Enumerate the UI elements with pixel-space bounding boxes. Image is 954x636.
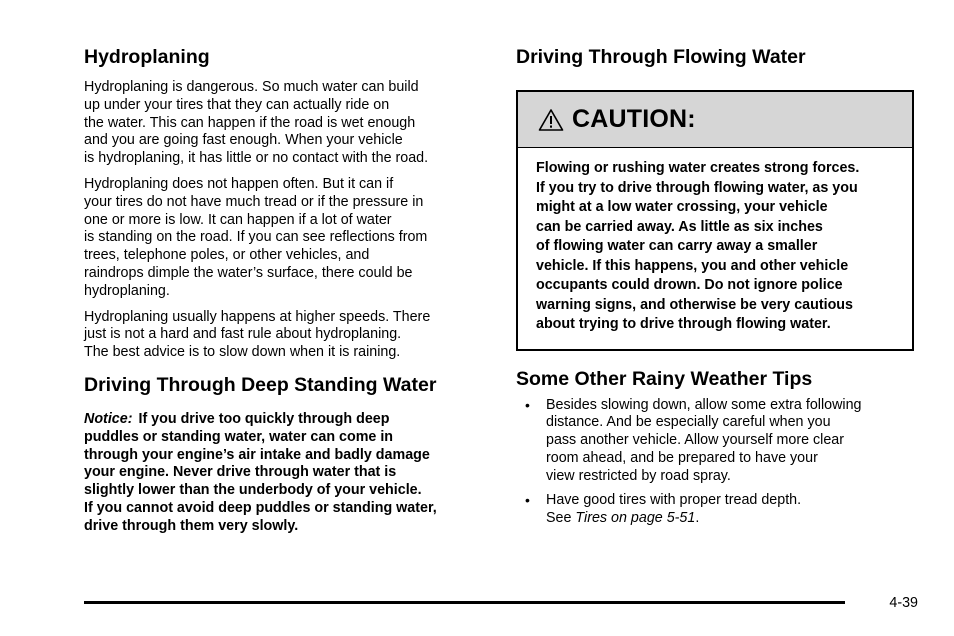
bullet-icon: • xyxy=(525,396,530,413)
bullet-icon: • xyxy=(525,492,530,509)
left-column xyxy=(84,44,489,536)
notice-label: Notice: xyxy=(84,410,133,427)
deep-water-heading: Driving Through Deep Standing Water xyxy=(84,373,437,396)
right-column xyxy=(516,44,918,535)
rainy-tips-list xyxy=(516,397,918,529)
hydroplaning-body xyxy=(84,79,489,362)
caution-title: CAUTION: xyxy=(572,105,696,133)
hydroplaning-paragraph-3: Hydroplaning usually happens at higher speeds. There just is not a hard and fast rule about hydroplaning. The best advice is to slow down when it is raining. xyxy=(84,308,431,361)
list-item: • Besides slowing down, allow some extra following distance. And be especially careful when you pass another vehicle. Allow yourself more clear room ahead, and be prepared to have your view restricted by road spray. xyxy=(525,396,862,484)
hydroplaning-paragraph-1: Hydroplaning is dangerous. So much water can build up under your tires that they can actually ride on the water. This can happen if the road is wet enough and you are going fast enough. When your vehicle is hydroplaning, it has little or no contact with the road. xyxy=(84,79,429,167)
caution-text: Flowing or rushing water creates strong forces. If you try to drive through flowing water, as you might at a low water crossing, your vehicle can be carried away. As little as six inches of flowing water can carry away a smaller vehicle. If this happens, you and other vehicle occupants could drown. Do not ignore police warning signs, and otherwise be very cautious about trying to drive through flowing water. xyxy=(536,160,860,332)
tires-cross-reference-link[interactable]: Tires on page 5-51 xyxy=(575,510,696,527)
list-item: • Have good tires with proper tread depth. See Tires on page 5-51. xyxy=(525,492,802,527)
caution-box xyxy=(516,90,914,351)
deep-water-notice: Notice: If you drive too quickly through deep puddles or standing water, water can come in through your engine’s air intake and badly damage your engine. Never drive through water that is slightly lower than the underbody of your vehicle. If you cannot avoid deep puddles or standing water, drive through them very slowly. xyxy=(84,410,437,534)
footer-rule xyxy=(84,601,845,604)
caution-header xyxy=(518,92,912,148)
flowing-water-heading: Driving Through Flowing Water xyxy=(516,46,806,68)
hydroplaning-paragraph-2: Hydroplaning does not happen often. But it can if your tires do not have much tread or if the pressure in one or more is low. It can happen if a lot of water is standing on the road. If you can see reflections from trees, telephone poles, or other vehicles, and raindrops dimple the water’s surface, there could be hydroplaning. xyxy=(84,175,428,299)
page-number: 4-39 xyxy=(889,595,918,611)
warning-triangle-icon xyxy=(538,108,564,132)
hydroplaning-heading: Hydroplaning xyxy=(84,46,210,68)
rainy-tips-heading: Some Other Rainy Weather Tips xyxy=(516,367,813,390)
